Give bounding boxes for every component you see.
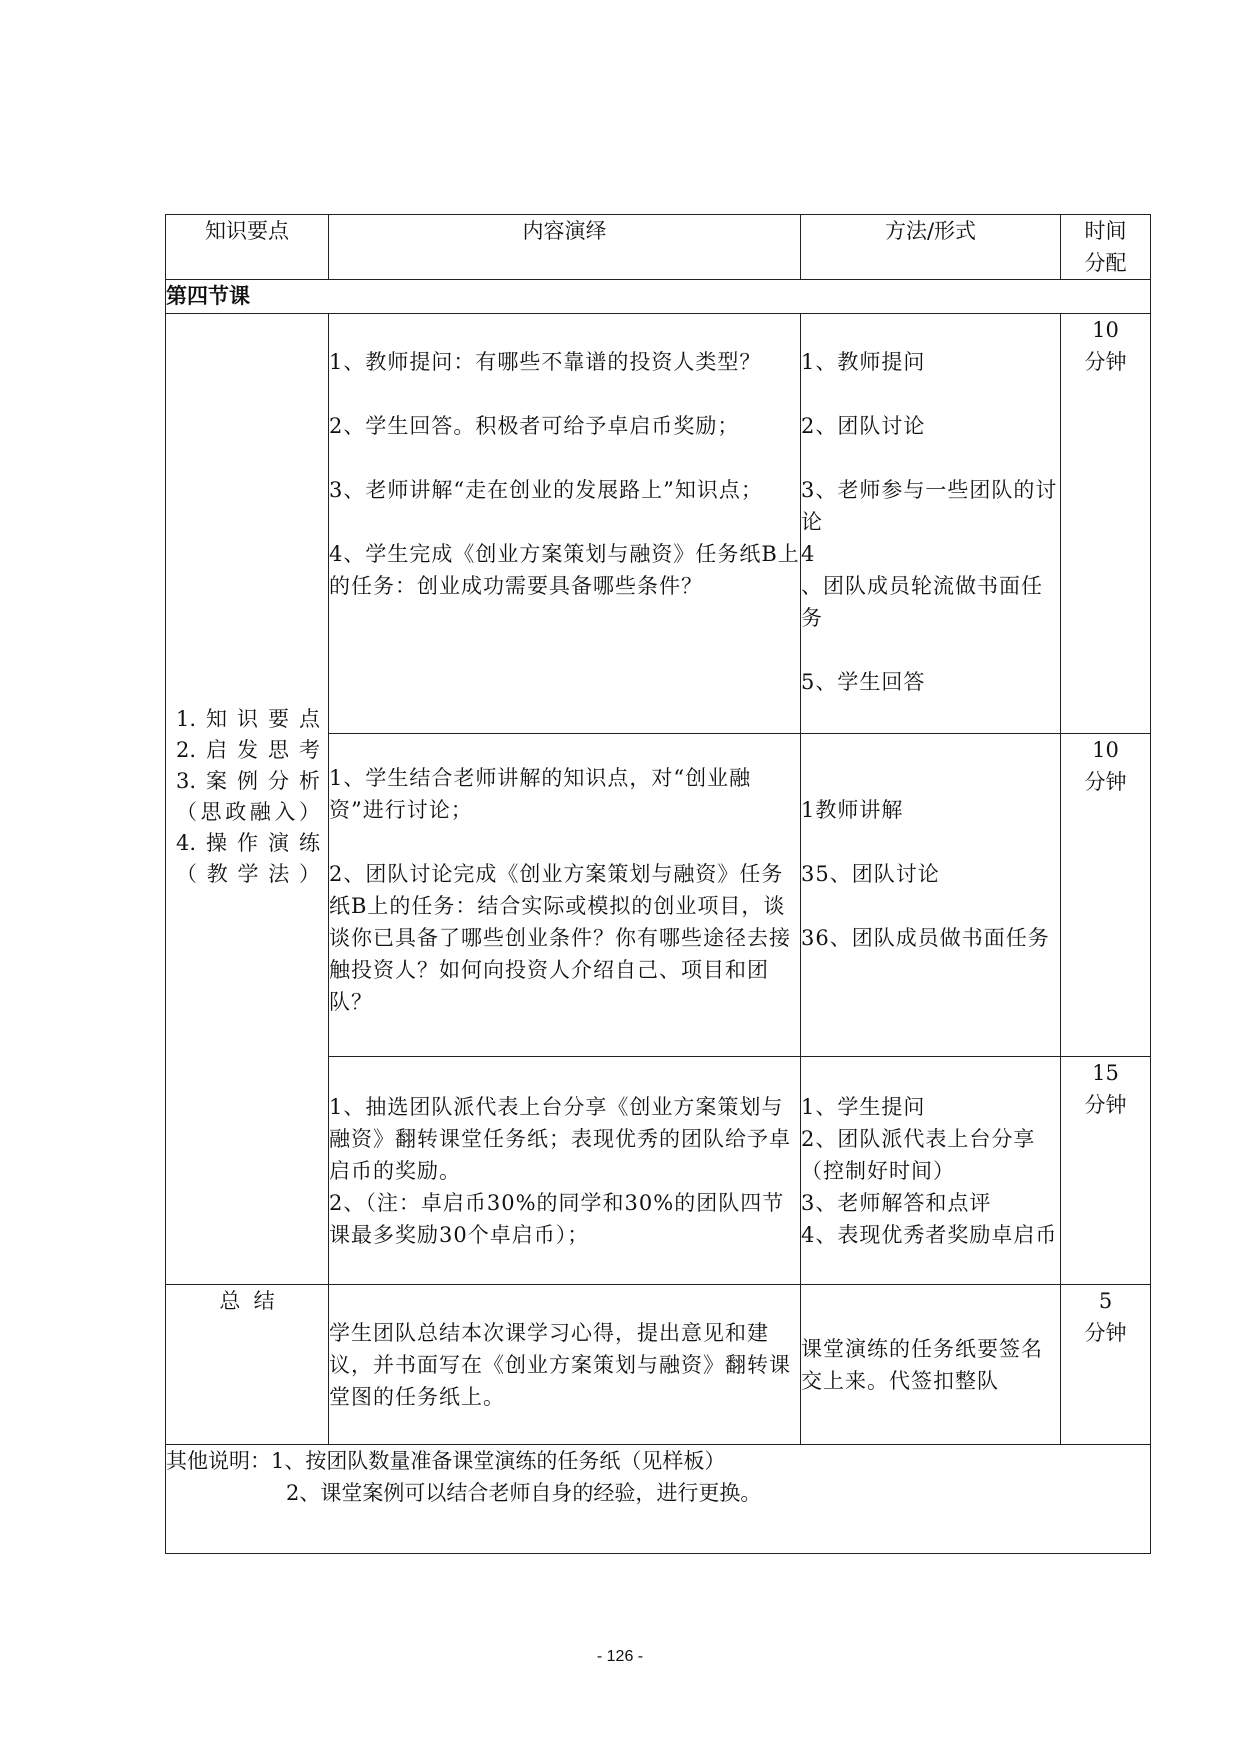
lesson-plan-table xyxy=(165,214,1151,1554)
summary-method xyxy=(801,1285,1061,1445)
header-time-line1: 时间 xyxy=(1084,219,1127,243)
content-cell xyxy=(329,314,801,734)
method-item: 1、学生提问 xyxy=(801,1094,926,1119)
content-paragraph: 2、团队讨论完成《创业方案策划与融资》任务纸B上的任务：结合实际或模拟的创业项目，谈谈你已具备了哪些创业条件？你有哪些途径去接触投资人？如何向投资人介绍自己、项目和团队？ xyxy=(329,862,791,1014)
method-item: 3、老师解答和点评 xyxy=(801,1190,992,1215)
header-method: 方法/形式 xyxy=(801,215,1061,280)
content-paragraph: 4、学生完成《创业方案策划与融资》任务纸B上的任务：创业成功需要具备哪些条件？ xyxy=(329,542,800,598)
content-paragraph: 1、学生结合老师讲解的知识点，对“创业融资”进行讨论； xyxy=(329,766,752,822)
knowledge-point: （思政融入） xyxy=(176,800,320,824)
method-item: 4 xyxy=(801,542,816,566)
knowledge-points-cell xyxy=(166,314,329,1285)
notes-row xyxy=(166,1445,1151,1554)
method-item: 、团队成员轮流做书面任务 xyxy=(801,574,1043,630)
content-paragraph: 2、学生回答。积极者可给予卓启币奖励； xyxy=(329,414,740,438)
method-cell xyxy=(801,1057,1061,1285)
notes-line-1: 其他说明：1、按团队数量准备课堂演练的任务纸（见样板） xyxy=(166,1449,726,1473)
method-item: 1、教师提问 xyxy=(801,350,926,374)
header-time xyxy=(1061,215,1151,280)
method-item: 2、团队派代表上台分享（控制好时间） xyxy=(801,1126,1036,1183)
content-paragraph: 2、（注：卓启币30%的同学和30%的团队四节课最多奖励30个卓启币）； xyxy=(329,1190,785,1247)
header-knowledge-points: 知识要点 xyxy=(166,215,329,280)
content-paragraph: 3、老师讲解“走在创业的发展路上”知识点； xyxy=(329,478,763,502)
knowledge-point: 1.知识要点 xyxy=(176,707,320,731)
method-item: 35、团队讨论 xyxy=(801,862,940,886)
time-cell xyxy=(1061,1057,1151,1285)
knowledge-point: 4.操作演练 xyxy=(176,831,320,855)
method-item: 4、表现优秀者奖励卓启币 xyxy=(801,1222,1058,1247)
section-title: 第四节课 xyxy=(166,280,1151,314)
notes-cell xyxy=(166,1445,1151,1554)
method-cell xyxy=(801,734,1061,1057)
time-value: 5 xyxy=(1098,1289,1113,1313)
content-cell xyxy=(329,1057,801,1285)
content-paragraph: 1、抽选团队派代表上台分享《创业方案策划与融资》翻转课堂任务纸；表现优秀的团队给予卓启币的奖励。 xyxy=(329,1094,791,1183)
page-number: - 126 - xyxy=(596,1648,644,1665)
time-cell xyxy=(1061,1285,1151,1445)
section-row xyxy=(166,280,1151,314)
content-paragraph: 1、教师提问：有哪些不靠谱的投资人类型？ xyxy=(329,350,762,374)
time-unit: 分钟 xyxy=(1084,1321,1127,1345)
time-unit: 分钟 xyxy=(1084,1093,1127,1117)
header-time-line2: 分配 xyxy=(1084,251,1127,275)
table-row xyxy=(166,314,1151,734)
method-cell xyxy=(801,314,1061,734)
time-unit: 分钟 xyxy=(1084,770,1127,794)
summary-text: 学生团队总结本次课学习心得，提出意见和建议，并书面写在《创业方案策划与融资》翻转课堂图的任务纸上。 xyxy=(329,1320,791,1409)
time-value: 15 xyxy=(1092,1061,1119,1085)
summary-content xyxy=(329,1285,801,1445)
time-unit: 分钟 xyxy=(1084,350,1127,374)
summary-row xyxy=(166,1285,1151,1445)
method-item: 1教师讲解 xyxy=(801,798,904,822)
method-item: 3、老师参与一些团队的讨论 xyxy=(801,478,1058,534)
time-value: 10 xyxy=(1092,738,1119,762)
summary-label: 总 结 xyxy=(166,1285,329,1445)
time-cell xyxy=(1061,734,1151,1057)
time-value: 10 xyxy=(1092,318,1119,342)
content-cell xyxy=(329,734,801,1057)
time-cell xyxy=(1061,314,1151,734)
method-item: 5、学生回答 xyxy=(801,670,926,694)
knowledge-point: 3.案例分析 xyxy=(176,769,320,793)
notes-line-2: 2、课堂案例可以结合老师自身的经验，进行更换。 xyxy=(286,1481,762,1505)
method-item: 2、团队讨论 xyxy=(801,414,926,438)
knowledge-point: 2.启发思考 xyxy=(176,738,320,762)
knowledge-point: （教学法） xyxy=(176,862,320,886)
header-content: 内容演绎 xyxy=(329,215,801,280)
summary-method-text: 课堂演练的任务纸要签名交上来。代签扣整队 xyxy=(801,1336,1043,1393)
table-header-row xyxy=(166,215,1151,280)
method-item: 36、团队成员做书面任务 xyxy=(801,926,1050,950)
